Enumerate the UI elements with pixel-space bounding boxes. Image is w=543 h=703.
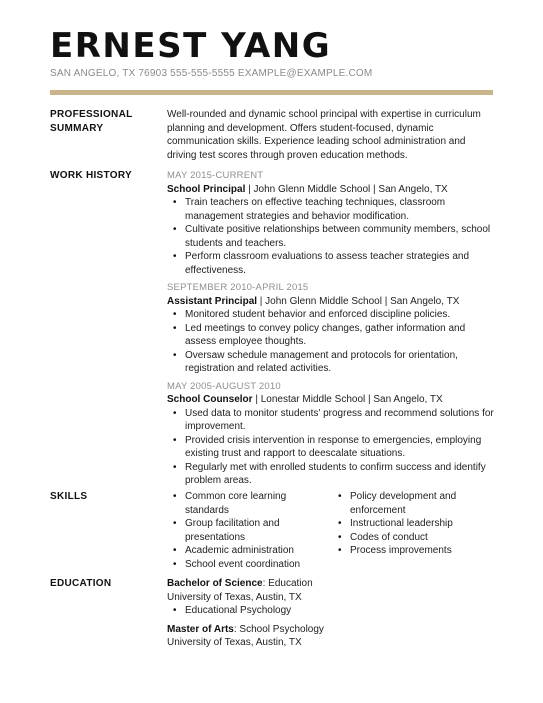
- summary-text: Well-rounded and dynamic school principal with expertise in curriculum planning and development. Offers student-focused, dynamic communication skills. Experience leading school administration and driving test scores through proven education methods.: [167, 109, 481, 161]
- job-entry: [167, 380, 497, 488]
- school-name: University of Texas, Austin, TX: [167, 591, 302, 603]
- education-entry: [167, 623, 497, 650]
- bullet-item: • Cultivate positive relationships between community members, school students and teachers.: [185, 223, 497, 250]
- degree-name: Bachelor of Science: [167, 578, 263, 589]
- bullet-item: • Oversaw schedule management and protocols for orientation, registration and related activities.: [185, 349, 497, 376]
- job-title: School Principal: [167, 183, 246, 195]
- job-heading: [167, 295, 497, 309]
- bullet-item: • Provided crisis intervention in response to emergencies, employing existing trust and rapport to deescalate situations.: [185, 434, 497, 461]
- bullet-item: • Led meetings to convey policy changes, gather information and assess employee thoughts.: [185, 322, 497, 349]
- degree-field: : Education: [262, 578, 313, 589]
- job-employer: | John Glenn Middle School | San Angelo, TX: [257, 295, 460, 307]
- job-entry: [167, 281, 497, 376]
- skill-item: • School event coordination: [185, 558, 332, 572]
- bullet-item: • Train teachers on effective teaching techniques, classroom management strategies and behavior modification.: [185, 196, 497, 223]
- bullet-item: • Educational Psychology: [185, 604, 497, 618]
- education-bullets: [167, 604, 497, 618]
- job-title: School Counselor: [167, 394, 253, 405]
- job-dates: SEPTEMBER 2010-APRIL 2015: [167, 282, 309, 293]
- candidate-name: ERNEST YANG: [50, 26, 332, 66]
- section-title-education: EDUCATION: [50, 578, 112, 589]
- job-bullets: [167, 196, 497, 277]
- skill-item: • Policy development and enforcement: [350, 490, 497, 517]
- job-employer: | John Glenn Middle School | San Angelo, TX: [245, 183, 448, 195]
- degree-line: [167, 577, 497, 591]
- contact-info: SAN ANGELO, TX 76903 555-555-5555 EXAMPLE@EXAMPLE.COM: [50, 68, 373, 79]
- job-dates: MAY 2005-AUGUST 2010: [167, 380, 281, 392]
- section-title-summary: PROFESSIONAL SUMMARY: [50, 109, 133, 134]
- skill-item: • Academic administration: [185, 544, 332, 558]
- job-heading: [167, 393, 497, 407]
- bullet-item: • Used data to monitor students' progress and recommend solutions for improvement.: [185, 407, 497, 434]
- job-bullets: [167, 407, 497, 488]
- skill-item: • Group facilitation and presentations: [185, 517, 332, 544]
- education-entry: [167, 577, 497, 618]
- degree-name: Master of Arts: [167, 623, 234, 635]
- job-entry: [167, 169, 497, 277]
- school-name: University of Texas, Austin, TX: [167, 637, 302, 648]
- bullet-item: • Monitored student behavior and enforced discipline policies.: [185, 308, 497, 322]
- skill-item: • Codes of conduct: [350, 531, 497, 545]
- job-dates: MAY 2015-CURRENT: [167, 170, 264, 181]
- job-employer: | Lonestar Middle School | San Angelo, TX: [252, 394, 443, 405]
- degree-field: : School Psychology: [233, 623, 324, 635]
- bullet-item: • Perform classroom evaluations to assess teacher strategies and effectiveness.: [185, 250, 497, 277]
- job-heading: [167, 183, 497, 197]
- skills-list-right: [332, 490, 497, 558]
- skills-list-left: [167, 490, 332, 571]
- section-title-skills: SKILLS: [50, 491, 88, 502]
- degree-line: [167, 623, 497, 637]
- skill-item: • Instructional leadership: [350, 517, 497, 531]
- job-title: Assistant Principal: [167, 295, 258, 307]
- section-title-work-history: WORK HISTORY: [50, 170, 132, 181]
- bullet-item: • Regularly met with enrolled students to confirm success and identify problem areas.: [185, 461, 497, 488]
- header-divider: [50, 90, 493, 95]
- skill-item: • Common core learning standards: [185, 490, 332, 517]
- job-bullets: [167, 308, 497, 376]
- skill-item: • Process improvements: [350, 544, 497, 558]
